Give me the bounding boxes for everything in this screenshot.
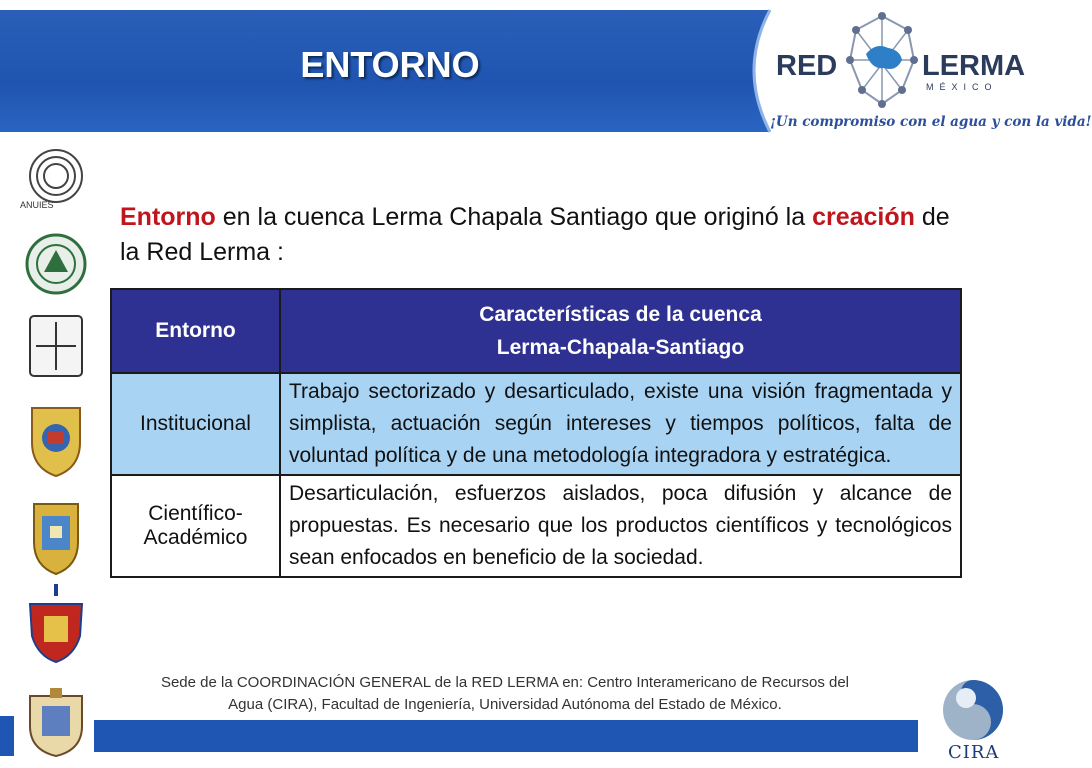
table-header-entorno: Entorno bbox=[111, 289, 280, 373]
footer-line2: Agua (CIRA), Facultad de Ingeniería, Universidad Autónoma del Estado de México. bbox=[228, 696, 782, 713]
university-coat-of-arms-3-icon bbox=[24, 584, 88, 664]
network-emblem-icon bbox=[842, 8, 922, 112]
footer-bar-left bbox=[0, 716, 14, 756]
university-coat-of-arms-1-icon bbox=[24, 398, 88, 478]
university-coat-of-arms-4-icon bbox=[24, 684, 88, 758]
table-header-characteristics-line1: Características de la cuenca bbox=[479, 303, 762, 326]
logo-word-mexico: MÉXICO bbox=[926, 82, 998, 92]
red-lerma-logo bbox=[770, 8, 1092, 133]
row-label-line1: Científico- bbox=[148, 502, 243, 525]
characteristics-table bbox=[110, 288, 962, 578]
university-seal-2-icon bbox=[24, 312, 88, 382]
logo-word-lerma: LERMA bbox=[922, 50, 1026, 82]
table-header-characteristics-line2: Lerma-Chapala-Santiago bbox=[496, 336, 745, 359]
row-text-cientifico-academico: Desarticulación, esfuerzos aislados, poca difusión y alcance de propuestas. Es necesario que los productos científicos y tecnológicos sean enfocados en beneficio de la sociedad. bbox=[280, 475, 961, 577]
footer-note bbox=[100, 672, 910, 716]
footer-line1: Sede de la COORDINACIÓN GENERAL de la RED LERMA en: Centro Interamericano de Recursos del bbox=[160, 674, 850, 691]
table-row bbox=[111, 475, 961, 577]
header bbox=[0, 0, 1092, 135]
row-label-line2: Académico bbox=[143, 526, 248, 549]
row-label-cientifico-academico bbox=[111, 475, 280, 577]
anuies-label: ANUIES bbox=[20, 200, 54, 210]
row-text-institucional: Trabajo sectorizado y desarticulado, existe una visión fragmentada y simplista, actuación según intereses y tiempos políticos, falta de voluntad política y de una metodología integradora y estratégica. bbox=[280, 373, 961, 475]
cira-label: CIRA bbox=[948, 742, 1000, 763]
logo-tagline: ¡Un compromiso con el agua y con la vida! bbox=[770, 114, 1092, 130]
logo-word-red: RED bbox=[776, 50, 838, 82]
intro-text-1: en la cuenca Lerma Chapala Santiago que originó la bbox=[215, 203, 813, 231]
table-header-characteristics bbox=[280, 289, 961, 373]
footer-bar bbox=[94, 720, 918, 752]
university-coat-of-arms-2-icon bbox=[24, 496, 88, 576]
intro-paragraph bbox=[120, 200, 970, 270]
intro-highlight-creacion: creación bbox=[812, 203, 915, 231]
row-label-institucional: Institucional bbox=[111, 373, 280, 475]
university-seal-1-icon bbox=[24, 232, 88, 296]
university-logos-column bbox=[16, 140, 96, 760]
table-header-row bbox=[111, 289, 961, 373]
table-row bbox=[111, 373, 961, 475]
slide-title: ENTORNO bbox=[300, 44, 480, 85]
intro-highlight-entorno: Entorno bbox=[120, 203, 216, 231]
intro-text-2: de la Red Lerma : bbox=[120, 203, 950, 266]
